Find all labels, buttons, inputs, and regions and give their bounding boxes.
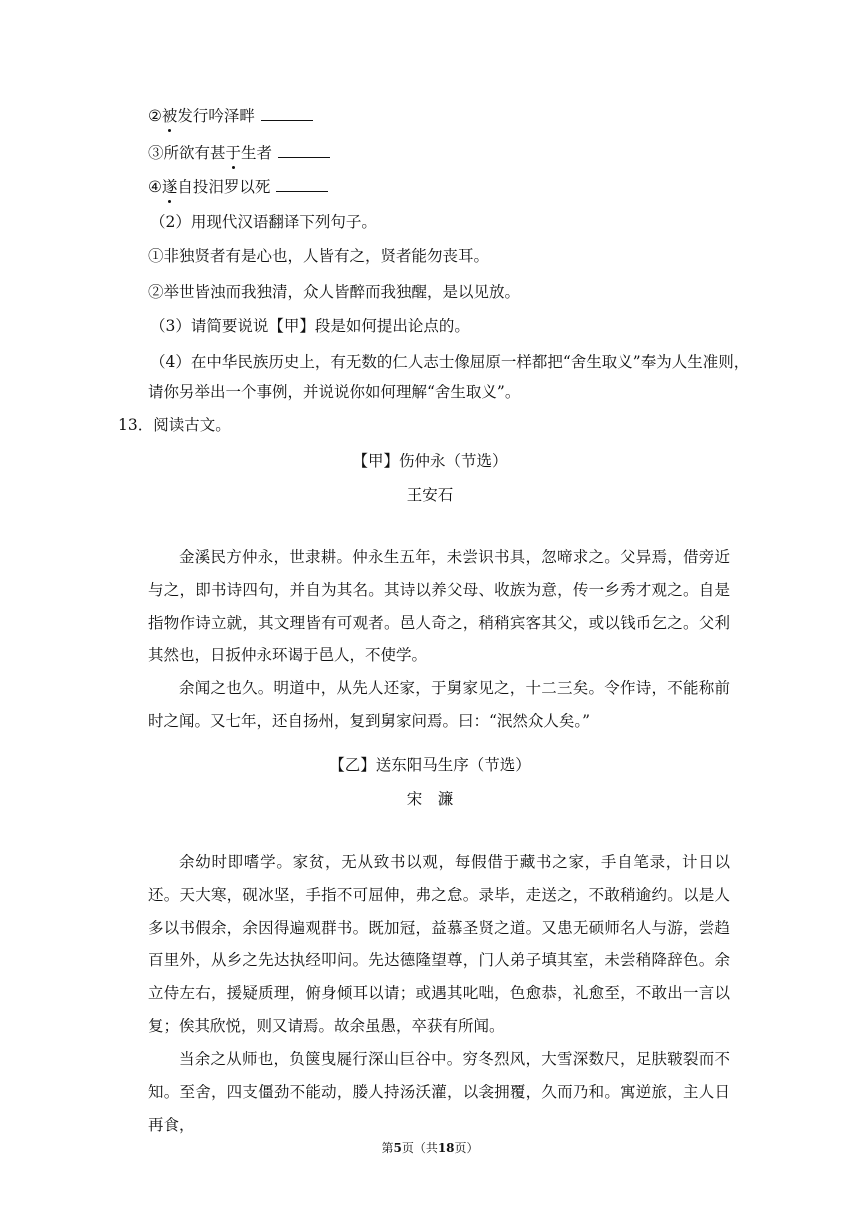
jia-paragraph-2: 余闻之也久。明道中，从先人还家，于舅家见之，十二三矣。令作诗，不能称前时之闻。又七年，还自扬州，复到舅家问焉。曰：“泯然众人矣。” <box>148 679 730 730</box>
footer-text: 页） <box>454 1141 479 1155</box>
jia-paragraph-1: 金溪民方仲永，世隶耕。仲永生五年，未尝识书具，忽啼求之。父异焉，借旁近与之，即书诗四句，并自为其名。其诗以养父母、收族为意，传一乡秀才观之。自是指物作诗立就，其文理皆有可观者。邑人奇之，稍稍宾客其父，或以钱币乞之。父利其然也，日扳仲永环谒于邑人，不使学。 <box>148 548 730 665</box>
item-number: ④ <box>148 178 162 196</box>
q12-item-3 <box>148 143 330 163</box>
q13-stem: 13．阅读古文。 <box>118 416 231 434</box>
jia-title: 【甲】伤仲永（节选） <box>352 452 508 470</box>
footer-text: 第 <box>381 1141 394 1155</box>
item-number: ③ <box>148 144 164 162</box>
q12-sub4-line2: 请你另举出一个事例，并说说你如何理解“舍生取义”。 <box>148 383 521 401</box>
answer-blank[interactable] <box>261 106 313 121</box>
jia-author: 王安石 <box>406 486 454 504</box>
yi-author: 宋 濂 <box>406 790 454 808</box>
item-text: 生者 <box>241 144 273 162</box>
yi-title: 【乙】送东阳马生序（节选） <box>329 756 531 774</box>
page-footer <box>0 1140 860 1156</box>
answer-blank[interactable] <box>278 143 330 158</box>
item-text: 所欲有甚 <box>163 144 226 162</box>
footer-text: 页（共 <box>401 1141 438 1155</box>
page-total: 18 <box>437 1141 455 1155</box>
q12-sub3: （3）请简要说说【甲】段是如何提出论点的。 <box>150 317 470 335</box>
emphasized-char: 于 <box>225 144 242 162</box>
yi-paragraph-1: 余幼时即嗜学。家贫，无从致书以观，每假借于藏书之家，手自笔录，计日以还。天大寒，砚冰坚，手指不可屈伸，弗之怠。录毕，走送之，不敢稍逾约。以是人多以书假余，余因得遍观群书。既加冠，益慕圣贤之道。又患无硕师名人与游，尝趋百里外，从乡之先达执经叩问。先达德隆望尊，门人弟子填其室，未尝稍降辞色。余立侍左右，援疑质理，俯身倾耳以请；或遇其叱咄，色愈恭，礼愈至，不敢出一言以复；俟其欣悦，则又请焉。故余虽愚，卒获有所闻。 <box>148 853 730 1035</box>
yi-paragraph-2: 当余之从师也，负箧曳屣行深山巨谷中。穷冬烈风，大雪深数尺，足肤皲裂而不知。至舍，四支僵劲不能动，媵人持汤沃灌，以衾拥覆，久而乃和。寓逆旅，主人日再食， <box>148 1050 730 1134</box>
q12-sub2-1: ①非独贤者有是心也，人皆有之，贤者能勿丧耳。 <box>148 247 490 265</box>
q12-sub2-2: ②举世皆浊而我独清，众人皆醉而我独醒，是以见放。 <box>148 283 521 301</box>
emphasized-char: 被 <box>161 107 178 125</box>
page-number: 5 <box>393 1141 402 1155</box>
item-text: 自投汨罗以死 <box>177 178 271 196</box>
item-text: 发行吟泽畔 <box>177 107 255 125</box>
answer-blank[interactable] <box>276 177 328 192</box>
emphasized-char: 遂 <box>161 178 178 196</box>
q12-item-2 <box>148 106 313 126</box>
q12-sub4-line1: （4）在中华民族历史上，有无数的仁人志士像屈原一样都把“舍生取义”奉为人生准则， <box>150 353 750 371</box>
q12-sub2: （2）用现代汉语翻译下列句子。 <box>150 213 377 231</box>
item-number: ② <box>148 107 162 125</box>
q12-item-4 <box>148 177 328 197</box>
